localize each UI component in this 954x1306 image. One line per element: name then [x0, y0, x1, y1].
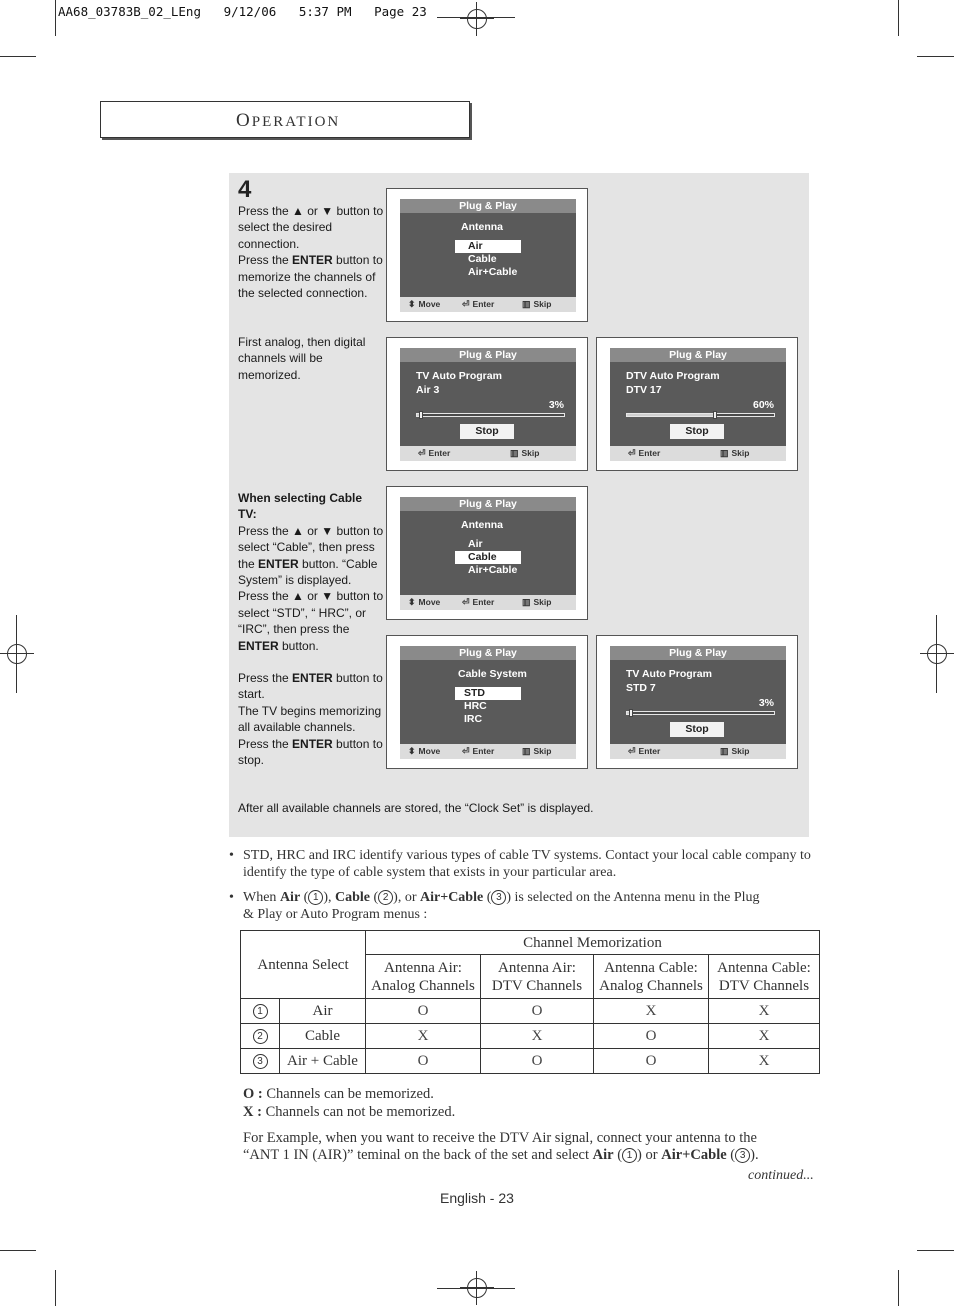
- crop-mark: [55, 1270, 56, 1306]
- osd-antenna-label: Antenna: [461, 519, 503, 531]
- osd-enter-hint: ⏎ Enter: [628, 746, 661, 756]
- osd-antenna-label: Antenna: [461, 221, 503, 233]
- menu-icon: ▥: [522, 746, 531, 756]
- table-cell: X: [709, 1024, 820, 1049]
- bullet-cable-systems: STD, HRC and IRC identify various types of cable TV systems. Contact your local cable company to identify the type of cable system that exists in your particular area.: [243, 848, 811, 880]
- instruction-block-select-connection: Press the ▲ or ▼ button to select the desired connection. Press the ENTER button to memorize the channels of the selected connection.: [238, 204, 384, 301]
- table-row: [241, 1024, 820, 1049]
- menu-icon: ▥: [522, 299, 531, 309]
- osd-skip-hint: ▥ Skip: [522, 597, 552, 607]
- osd-screen-tv-auto-program-std: [596, 635, 798, 769]
- osd-option-air-cable[interactable]: Air+Cable: [468, 564, 518, 576]
- osd-progress-bar: [626, 413, 775, 417]
- bullet-dot: •: [229, 890, 234, 905]
- table-header-antenna-select: Antenna Select: [241, 931, 366, 999]
- enter-icon: ⏎: [628, 746, 636, 756]
- osd-enter-hint: ⏎ Enter: [418, 448, 451, 458]
- osd-channel-label: DTV 17: [626, 384, 662, 396]
- osd-option-air[interactable]: Air: [455, 240, 521, 253]
- stop-button[interactable]: Stop: [670, 722, 724, 737]
- after-note: After all available channels are stored, the “Clock Set” is displayed.: [238, 801, 594, 815]
- osd-option-air-cable[interactable]: Air+Cable: [468, 266, 518, 278]
- table-col-header: Antenna Cable: Analog Channels: [594, 955, 709, 999]
- osd-screen-tv-auto-program-air: [386, 337, 588, 471]
- menu-icon: ▥: [522, 597, 531, 607]
- table-cell: O: [481, 1049, 594, 1074]
- table-header-channel-memorization: Channel Memorization: [366, 931, 820, 955]
- stop-button[interactable]: Stop: [670, 424, 724, 439]
- osd-progress-bar: [626, 711, 775, 715]
- osd-screen-cable-system: [386, 635, 588, 769]
- instruction-block-start: Press the ENTER button to start. The TV begins memorizing all available channels. Press the ENTER button to stop.: [238, 671, 383, 768]
- enter-icon: ⏎: [462, 746, 470, 756]
- osd-percent-label: 3%: [758, 697, 774, 709]
- registration-mark-icon: [460, 2, 494, 36]
- enter-icon: ⏎: [628, 448, 636, 458]
- crop-mark: [55, 0, 56, 36]
- osd-title: Plug & Play: [400, 646, 576, 660]
- osd-channel-label: Air 3: [416, 384, 440, 396]
- enter-icon: ⏎: [462, 299, 470, 309]
- table-cell: O: [594, 1049, 709, 1074]
- crop-mark: [917, 1250, 954, 1251]
- osd-progress-fill: [627, 414, 715, 416]
- table-col-header: Antenna Air: DTV Channels: [481, 955, 594, 999]
- table-cell: O: [594, 1024, 709, 1049]
- page-number: English - 23: [440, 1190, 514, 1206]
- table-cell: O: [366, 1049, 481, 1074]
- osd-move-hint: ⬍ Move: [408, 299, 441, 309]
- legend-x: X : Channels can not be memorized.: [243, 1104, 456, 1120]
- osd-move-hint: ⬍ Move: [408, 597, 441, 607]
- legend-o: O : Channels can be memorized.: [243, 1086, 434, 1102]
- osd-channel-label: STD 7: [626, 682, 656, 694]
- osd-option-air[interactable]: Air: [468, 538, 483, 550]
- registration-mark-icon: [0, 637, 34, 671]
- osd-title: Plug & Play: [610, 348, 786, 362]
- osd-skip-hint: ▥ Skip: [720, 448, 750, 458]
- crop-mark: [0, 1250, 36, 1251]
- print-header: AA68_03783B_02_LEng 9/12/06 5:37 PM Page 23: [58, 4, 427, 19]
- instruction-block-analog-digital: First analog, then digital channels will be memorized.: [238, 335, 366, 382]
- osd-title: Plug & Play: [400, 348, 576, 362]
- osd-screen-antenna-cable: [386, 486, 588, 620]
- table-cell: X: [709, 1049, 820, 1074]
- crop-mark: [917, 56, 954, 57]
- osd-enter-hint: ⏎ Enter: [462, 746, 495, 756]
- osd-percent-label: 3%: [548, 399, 564, 411]
- table-cell: X: [366, 1024, 481, 1049]
- enter-icon: ⏎: [418, 448, 426, 458]
- enter-icon: ⏎: [462, 597, 470, 607]
- osd-title: Plug & Play: [400, 497, 576, 511]
- menu-icon: ▥: [510, 448, 519, 458]
- osd-skip-hint: ▥ Skip: [522, 299, 552, 309]
- updown-arrow-icon: ⬍: [408, 597, 416, 607]
- row-number: 2: [253, 1029, 268, 1044]
- osd-skip-hint: ▥ Skip: [720, 746, 750, 756]
- table-col-header: Antenna Air: Analog Channels: [366, 955, 481, 999]
- osd-option-cable[interactable]: Cable: [468, 253, 497, 265]
- channel-memorization-table: [240, 930, 820, 1074]
- osd-enter-hint: ⏎ Enter: [628, 448, 661, 458]
- row-number: 3: [253, 1054, 268, 1069]
- osd-screen-dtv-auto-program: [596, 337, 798, 471]
- stop-button[interactable]: Stop: [460, 424, 514, 439]
- osd-skip-hint: ▥ Skip: [522, 746, 552, 756]
- row-number: 1: [253, 1004, 268, 1019]
- osd-program-label: TV Auto Program: [416, 370, 502, 382]
- table-cell: O: [366, 999, 481, 1024]
- osd-program-label: TV Auto Program: [626, 668, 712, 680]
- osd-percent-label: 60%: [752, 399, 774, 411]
- table-cell: O: [481, 999, 594, 1024]
- crop-mark: [898, 1270, 899, 1306]
- continued-label: continued...: [748, 1168, 814, 1183]
- crop-mark: [0, 56, 36, 57]
- osd-progress-knob: [419, 411, 423, 419]
- osd-title: Plug & Play: [400, 199, 576, 213]
- table-cell: X: [709, 999, 820, 1024]
- osd-progress-knob: [713, 411, 717, 419]
- registration-mark-icon: [920, 637, 954, 671]
- bullet-antenna-menu: When Air ( 1 ), Cable ( 2 ), or Air+Cable ( 3 ) is selected on the Antenna menu in the Plug & Play or Auto Program menus :: [243, 890, 760, 922]
- table-cell: X: [481, 1024, 594, 1049]
- osd-move-hint: ⬍ Move: [408, 746, 441, 756]
- updown-arrow-icon: ⬍: [408, 299, 416, 309]
- instruction-block-cable: When selecting Cable TV: Press the ▲ or ▼ button to select “Cable”, then press the ENTER button. “Cable System” is displayed. Press the ▲ or ▼ button to select “STD”, “ HRC”, or “IRC”, then press the ENTER button.: [238, 491, 384, 653]
- osd-option-irc[interactable]: IRC: [464, 713, 483, 725]
- osd-option-hrc[interactable]: HRC: [464, 700, 487, 712]
- osd-progress-bar: [416, 413, 565, 417]
- osd-title: Plug & Play: [610, 646, 786, 660]
- example-paragraph: For Example, when you want to receive the DTV Air signal, connect your antenna to the “ANT 1 IN (AIR)” teminal on the back of the set and select Air ( 1 ) or Air+Cable ( 3 ).: [243, 1130, 759, 1163]
- osd-enter-hint: ⏎ Enter: [462, 299, 495, 309]
- registration-mark-icon: [460, 1271, 494, 1305]
- table-row: [241, 999, 820, 1024]
- table-cell: X: [594, 999, 709, 1024]
- osd-program-label: DTV Auto Program: [626, 370, 720, 382]
- row-label: Air + Cable: [280, 1049, 366, 1074]
- step-number: 4: [238, 176, 252, 203]
- section-title: OPERATION: [236, 110, 341, 131]
- updown-arrow-icon: ⬍: [408, 746, 416, 756]
- table-col-header: Antenna Cable: DTV Channels: [709, 955, 820, 999]
- osd-enter-hint: ⏎ Enter: [462, 597, 495, 607]
- crop-mark: [898, 0, 899, 36]
- table-row: [241, 1049, 820, 1074]
- osd-option-std[interactable]: STD: [455, 687, 521, 700]
- row-label: Air: [280, 999, 366, 1024]
- osd-option-cable[interactable]: Cable: [455, 551, 521, 564]
- row-label: Cable: [280, 1024, 366, 1049]
- osd-progress-knob: [629, 709, 633, 717]
- osd-skip-hint: ▥ Skip: [510, 448, 540, 458]
- bullet-dot: •: [229, 848, 234, 863]
- menu-icon: ▥: [720, 746, 729, 756]
- menu-icon: ▥: [720, 448, 729, 458]
- osd-screen-antenna-air: [386, 188, 588, 322]
- osd-cable-system-label: Cable System: [458, 668, 527, 680]
